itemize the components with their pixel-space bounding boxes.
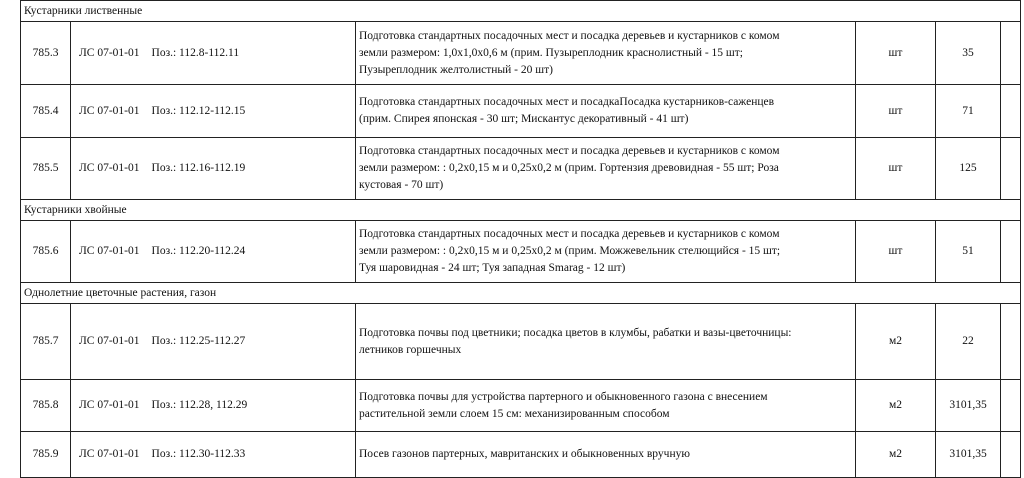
item-number: 785.7 xyxy=(21,304,71,380)
quantity: 3101,35 xyxy=(936,380,1001,432)
section-title: Кустарники лиственные xyxy=(21,1,1021,22)
section-row xyxy=(21,283,1021,304)
table-row xyxy=(21,22,1021,85)
description-line: Подготовка стандартных посадочных мест и посадка деревьев и кустарников с комом xyxy=(359,145,780,157)
item-number: 785.3 xyxy=(21,22,71,85)
estimate-table xyxy=(20,0,1021,478)
estimate-code: ЛС 07-01-01 xyxy=(79,162,140,174)
table-row xyxy=(21,380,1021,432)
unit: м2 xyxy=(856,304,936,380)
description-line: земли размером: : 0,2х0,15 м и 0,25х0,2 м (прим. Гортензия древовидная - 55 шт; Роза xyxy=(359,162,779,174)
work-description xyxy=(356,85,856,138)
unit: шт xyxy=(856,138,936,200)
item-number: 785.6 xyxy=(21,221,71,283)
work-description xyxy=(356,221,856,283)
table-row xyxy=(21,85,1021,138)
reference-cell xyxy=(71,432,356,478)
description-line: Пузыреплодник желтолистный - 20 шт) xyxy=(359,63,553,76)
description-line: Посев газонов партерных, мавританских и обыкновенных вручную xyxy=(359,448,690,460)
section-row xyxy=(21,1,1021,22)
empty-cell xyxy=(1001,304,1021,380)
estimate-code: ЛС 07-01-01 xyxy=(79,245,140,257)
unit: м2 xyxy=(856,432,936,478)
description-line: (прим. Спирея японская - 30 шт; Мискантус декоративный - 41 шт) xyxy=(359,113,689,125)
estimate-code: ЛС 07-01-01 xyxy=(79,399,140,411)
empty-cell xyxy=(1001,85,1021,138)
quantity: 51 xyxy=(936,221,1001,283)
estimate-code: ЛС 07-01-01 xyxy=(79,46,140,59)
quantity: 35 xyxy=(936,22,1001,85)
reference-cell xyxy=(71,138,356,200)
work-description xyxy=(356,432,856,478)
work-description xyxy=(356,380,856,432)
description-line: летников горшечных xyxy=(359,343,462,356)
empty-cell xyxy=(1001,432,1021,478)
description-line: Подготовка стандартных посадочных мест и посадкаПосадка кустарников-саженцев xyxy=(359,96,775,108)
estimate-code: ЛС 07-01-01 xyxy=(79,448,140,460)
position-range: Поз.: 112.16-112.19 xyxy=(151,162,246,174)
empty-cell xyxy=(1001,22,1021,85)
table-row xyxy=(21,138,1021,200)
description-line: Туя шаровидная - 24 шт; Туя западная Smarag - 12 шт) xyxy=(359,262,626,274)
quantity: 125 xyxy=(936,138,1001,200)
section-title: Кустарники хвойные xyxy=(21,200,1021,221)
quantity: 22 xyxy=(936,304,1001,380)
position-range: Поз.: 112.25-112.27 xyxy=(151,335,246,347)
work-description xyxy=(356,304,856,380)
description-line: растительной земли слоем 15 см: механизированным способом xyxy=(359,407,670,420)
position-range: Поз.: 112.20-112.24 xyxy=(151,245,246,257)
description-line: земли размером: 1,0х1,0х0,6 м (прим. Пузыреплодник краснолистный - 15 шт; xyxy=(359,46,744,59)
table-row xyxy=(21,221,1021,283)
quantity: 3101,35 xyxy=(936,432,1001,478)
table-row xyxy=(21,304,1021,380)
work-description xyxy=(356,22,856,85)
description-line: земли размером: : 0,2х0,15 м и 0,25х0,2 м (прим. Можжевельник стелющийся - 15 шт; xyxy=(359,245,781,257)
description-line: Подготовка почвы под цветники; посадка цветов в клумбы, рабатки и вазы-цветочницы: xyxy=(359,326,792,339)
description-line: Подготовка стандартных посадочных мест и посадка деревьев и кустарников с комом xyxy=(359,29,780,42)
unit: м2 xyxy=(856,380,936,432)
reference-cell xyxy=(71,22,356,85)
section-title: Однолетние цветочные растения, газон xyxy=(21,283,1021,304)
position-range: Поз.: 112.12-112.15 xyxy=(151,104,246,117)
estimate-code: ЛС 07-01-01 xyxy=(79,104,140,117)
unit: шт xyxy=(856,85,936,138)
item-number: 785.8 xyxy=(21,380,71,432)
reference-cell xyxy=(71,221,356,283)
empty-cell xyxy=(1001,221,1021,283)
table-row xyxy=(21,432,1021,478)
work-description xyxy=(356,138,856,200)
item-number: 785.9 xyxy=(21,432,71,478)
quantity: 71 xyxy=(936,85,1001,138)
section-row xyxy=(21,200,1021,221)
estimate-code: ЛС 07-01-01 xyxy=(79,335,140,347)
empty-cell xyxy=(1001,380,1021,432)
description-line: Подготовка почвы для устройства партерного и обыкновенного газона с внесением xyxy=(359,390,768,403)
position-range: Поз.: 112.8-112.11 xyxy=(151,46,240,59)
unit: шт xyxy=(856,22,936,85)
description-line: кустовая - 70 шт) xyxy=(359,179,444,191)
description-line: Подготовка стандартных посадочных мест и посадка деревьев и кустарников с комом xyxy=(359,228,780,240)
reference-cell xyxy=(71,380,356,432)
reference-cell xyxy=(71,85,356,138)
item-number: 785.4 xyxy=(21,85,71,138)
empty-cell xyxy=(1001,138,1021,200)
item-number: 785.5 xyxy=(21,138,71,200)
position-range: Поз.: 112.28, 112.29 xyxy=(151,399,248,411)
unit: шт xyxy=(856,221,936,283)
reference-cell xyxy=(71,304,356,380)
position-range: Поз.: 112.30-112.33 xyxy=(151,448,246,460)
